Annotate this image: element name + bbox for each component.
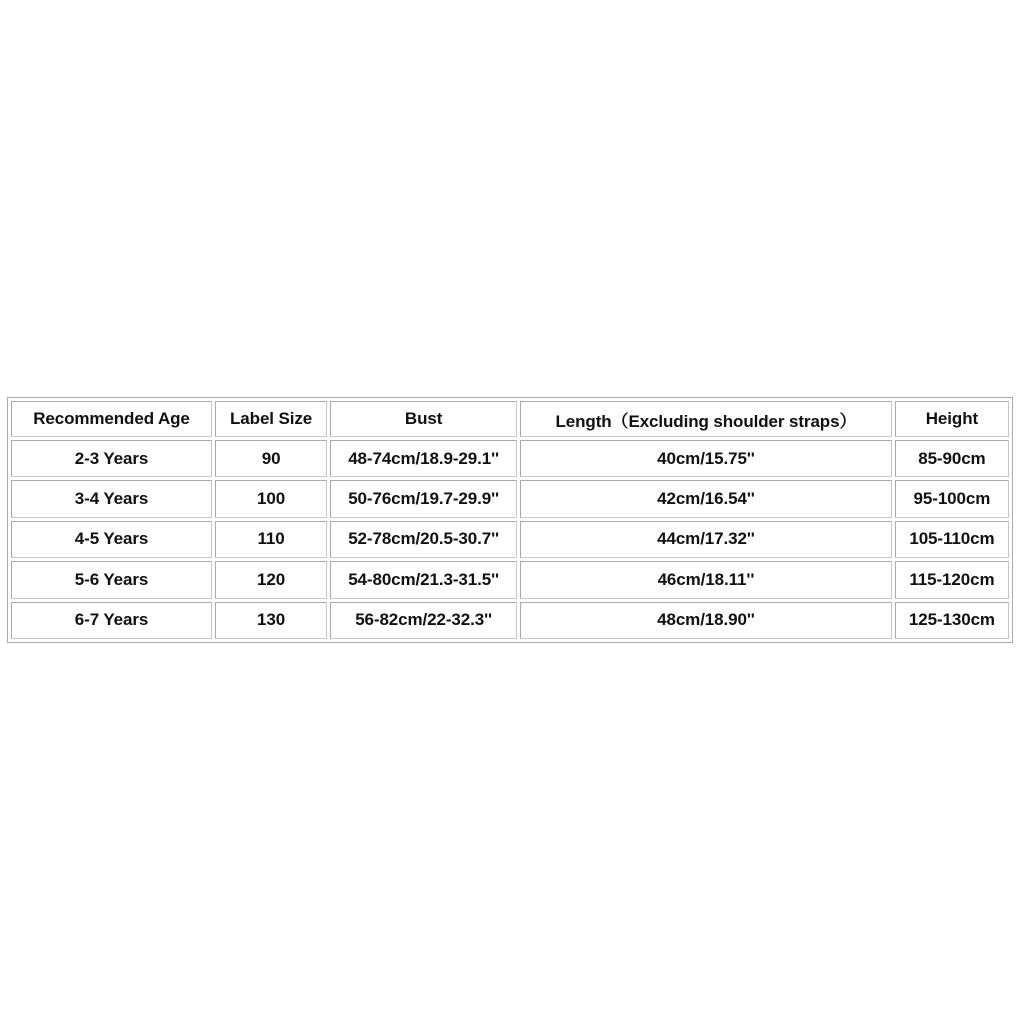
cell-age: 6-7 Years (11, 602, 212, 639)
table-row (11, 602, 1009, 639)
cell-height: 95-100cm (895, 480, 1009, 517)
header-recommended-age: Recommended Age (11, 401, 212, 437)
table-row (11, 561, 1009, 598)
cell-length: 44cm/17.32'' (520, 521, 892, 558)
cell-label-size: 90 (215, 440, 327, 477)
cell-bust: 50-76cm/19.7-29.9'' (330, 480, 517, 517)
cell-height: 105-110cm (895, 521, 1009, 558)
cell-age: 4-5 Years (11, 521, 212, 558)
table-header-row (11, 401, 1009, 437)
cell-length: 40cm/15.75'' (520, 440, 892, 477)
table-row (11, 521, 1009, 558)
cell-height: 115-120cm (895, 561, 1009, 598)
cell-height: 85-90cm (895, 440, 1009, 477)
cell-bust: 52-78cm/20.5-30.7'' (330, 521, 517, 558)
cell-bust: 54-80cm/21.3-31.5'' (330, 561, 517, 598)
size-chart-table (7, 397, 1013, 643)
cell-label-size: 100 (215, 480, 327, 517)
table-row (11, 440, 1009, 477)
cell-label-size: 110 (215, 521, 327, 558)
cell-bust: 48-74cm/18.9-29.1'' (330, 440, 517, 477)
cell-length: 48cm/18.90'' (520, 602, 892, 639)
cell-age: 5-6 Years (11, 561, 212, 598)
cell-age: 2-3 Years (11, 440, 212, 477)
header-height: Height (895, 401, 1009, 437)
cell-label-size: 120 (215, 561, 327, 598)
cell-length: 46cm/18.11'' (520, 561, 892, 598)
cell-label-size: 130 (215, 602, 327, 639)
header-length: Length（Excluding shoulder straps） (520, 401, 892, 437)
cell-height: 125-130cm (895, 602, 1009, 639)
table-row (11, 480, 1009, 517)
header-label-size: Label Size (215, 401, 327, 437)
cell-length: 42cm/16.54'' (520, 480, 892, 517)
cell-bust: 56-82cm/22-32.3'' (330, 602, 517, 639)
cell-age: 3-4 Years (11, 480, 212, 517)
header-bust: Bust (330, 401, 517, 437)
